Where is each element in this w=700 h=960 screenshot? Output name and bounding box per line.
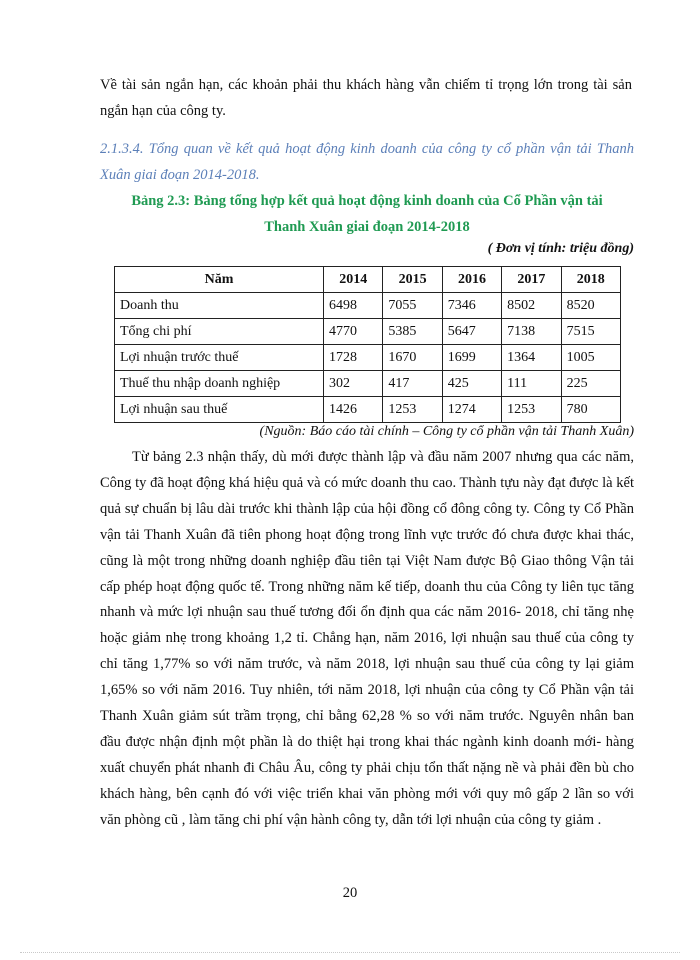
page-bottom-divider (20, 952, 680, 953)
unit-note: ( Đơn vị tính: triệu đồng) (487, 241, 634, 256)
body-paragraph: Từ bảng 2.3 nhận thấy, dù mới được thành lập và đầu năm 2007 nhưng qua các năm, Công ty đã hoạt động khá hiệu quả và có mức doanh thu cao. Thành tựu này đạt được là kết quả sự chuẩn bị lâu dài trước khi thành lập của hội đồng cổ đông công ty. Công ty Cổ Phần vận tải Thanh Xuân đã tiên phong hoạt động trong lĩnh vực trước đó chưa được khai thác, cũng là một trong những doanh nghiệp đầu tiên tại Việt Nam được Bộ Giao thông Vận tải cấp phép hoạt động quốc tế. Trong những năm kế tiếp, doanh thu của Công ty liên tục tăng nhanh và mức lợi nhuận sau thuế tương đối ổn định qua các năm 2016- 2018, chỉ tăng nhẹ hoặc giảm nhẹ trong khoảng 1,2 tỉ. Chẳng hạn, năm 2016, lợi nhuận sau thuế của công ty chỉ tăng 1,77% so với năm trước, và năm 2018, lợi nhuận sau thuế của công ty lại giảm 1,65% so với năm 2016. Tuy nhiên, tới năm 2018, lợi nhuận của công ty Cổ Phần vận tải Thanh Xuân giảm sút trầm trọng, chỉ bằng 62,28 % so với năm trước. Nguyên nhân ban đầu được nhận định một phần là do thiệt hại trong khai thác ngành kinh doanh mới- hàng xuất chuyển phát nhanh đi Châu Âu, công ty phải chịu tổn thất nặng nề và phải đền bù cho khách hàng, bên cạnh đó với việc triển khai văn phòng mới với quy mô gấp 2 lần so với văn phòng cũ , làm tăng chi phí vận hành công ty, dẫn tới lợi nhuận của công ty giảm . (100, 449, 634, 828)
header-year-label: Năm (115, 267, 324, 293)
table-cell: 1364 (502, 345, 561, 371)
header-year: 2016 (442, 267, 501, 293)
table-cell: 111 (502, 371, 561, 397)
table-cell: 7138 (502, 319, 561, 345)
header-year: 2015 (383, 267, 442, 293)
table-cell: 7055 (383, 293, 442, 319)
table-cell: 6498 (324, 293, 383, 319)
row-label: Thuế thu nhập doanh nghiệp (115, 371, 324, 397)
table-row (115, 371, 621, 397)
row-label: Tổng chi phí (115, 319, 324, 345)
source-note: (Nguồn: Báo cáo tài chính – Công ty cổ phần vận tải Thanh Xuân) (259, 424, 634, 439)
table-cell: 1426 (324, 397, 383, 423)
table-header-row (115, 267, 621, 293)
table-cell: 8520 (561, 293, 620, 319)
header-year: 2018 (561, 267, 620, 293)
table-cell: 7515 (561, 319, 620, 345)
table-cell: 1253 (502, 397, 561, 423)
header-year: 2017 (502, 267, 561, 293)
table-cell: 8502 (502, 293, 561, 319)
header-year: 2014 (324, 267, 383, 293)
table-cell: 4770 (324, 319, 383, 345)
table-cell: 5647 (442, 319, 501, 345)
table-cell: 1005 (561, 345, 620, 371)
intro-paragraph: Về tài sản ngắn hạn, các khoản phải thu khách hàng vẫn chiếm tỉ trọng lớn trong tài sản ngắn hạn của công ty. (100, 77, 632, 120)
table-row (115, 345, 621, 371)
row-label: Doanh thu (115, 293, 324, 319)
table-cell: 780 (561, 397, 620, 423)
table-cell: 5385 (383, 319, 442, 345)
table-caption (100, 188, 634, 240)
table-row (115, 319, 621, 345)
table-row (115, 397, 621, 423)
table-cell: 225 (561, 371, 620, 397)
table-cell: 302 (324, 371, 383, 397)
results-table (114, 266, 621, 423)
table-cell: 1274 (442, 397, 501, 423)
row-label: Lợi nhuận trước thuế (115, 345, 324, 371)
section-heading: 2.1.3.4. Tổng quan về kết quả hoạt động kinh doanh của công ty cổ phần vận tải Thanh Xuân giai đoạn 2014-2018. (100, 141, 634, 183)
table-cell: 417 (383, 371, 442, 397)
table-caption-line-2: Thanh Xuân giai đoạn 2014-2018 (264, 219, 470, 235)
table-cell: 7346 (442, 293, 501, 319)
table-cell: 1699 (442, 345, 501, 371)
page-number: 20 (342, 885, 358, 901)
table-cell: 425 (442, 371, 501, 397)
table-cell: 1253 (383, 397, 442, 423)
table-cell: 1728 (324, 345, 383, 371)
table-row (115, 293, 621, 319)
table-caption-line-1: Bảng 2.3: Bảng tổng hợp kết quả hoạt động kinh doanh của Cổ Phần vận tải (131, 193, 603, 209)
table-cell: 1670 (383, 345, 442, 371)
row-label: Lợi nhuận sau thuế (115, 397, 324, 423)
